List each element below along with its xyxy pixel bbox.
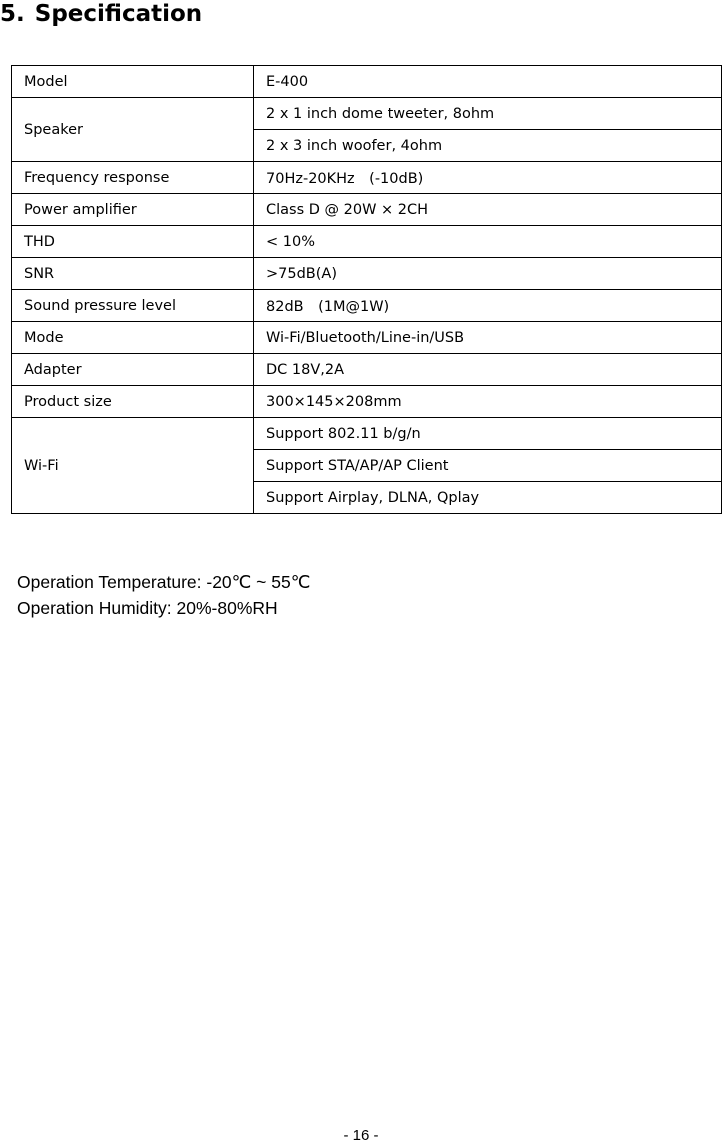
- section-heading: [0, 0, 202, 28]
- spec-label: Product size: [12, 386, 254, 418]
- operation-notes: [17, 569, 310, 621]
- spec-value: Class D @ 20W × 2CH: [254, 194, 722, 226]
- spec-value: 82dB (1M@1W): [254, 290, 722, 322]
- section-title: Specification: [34, 1, 203, 27]
- spec-row-speaker: [12, 98, 722, 130]
- spec-row-spl: [12, 290, 722, 322]
- spec-value: Support Airplay, DLNA, Qplay: [254, 482, 722, 514]
- spec-label: Adapter: [12, 354, 254, 386]
- spec-label: THD: [12, 226, 254, 258]
- spec-row-model: [12, 66, 722, 98]
- spec-row-snr: [12, 258, 722, 290]
- spec-value: >75dB(A): [254, 258, 722, 290]
- spec-row-thd: [12, 226, 722, 258]
- spec-row-wifi: [12, 418, 722, 450]
- spec-row-mode: [12, 322, 722, 354]
- spec-value: DC 18V,2A: [254, 354, 722, 386]
- spec-value: 2 x 3 inch woofer, 4ohm: [254, 130, 722, 162]
- spec-value: Support STA/AP/AP Client: [254, 450, 722, 482]
- spec-row-adapter: [12, 354, 722, 386]
- spec-row-frequency: [12, 162, 722, 194]
- spec-value: 70Hz-20KHz (-10dB): [254, 162, 722, 194]
- spec-value: 300×145×208mm: [254, 386, 722, 418]
- spec-label: Mode: [12, 322, 254, 354]
- spec-value: Support 802.11 b/g/n: [254, 418, 722, 450]
- spec-label: Sound pressure level: [12, 290, 254, 322]
- spec-label: Frequency response: [12, 162, 254, 194]
- spec-value: < 10%: [254, 226, 722, 258]
- spec-label: SNR: [12, 258, 254, 290]
- spec-value: 2 x 1 inch dome tweeter, 8ohm: [254, 98, 722, 130]
- operation-temperature: Operation Temperature: -20℃ ~ 55℃: [17, 572, 311, 592]
- operation-humidity: Operation Humidity: 20%-80%RH: [17, 598, 278, 618]
- page-number: - 16 -: [343, 1127, 379, 1144]
- spec-value: Wi-Fi/Bluetooth/Line-in/USB: [254, 322, 722, 354]
- spec-row-amplifier: [12, 194, 722, 226]
- spec-row-size: [12, 386, 722, 418]
- section-number: 5.: [0, 1, 25, 27]
- spec-label: Speaker: [12, 98, 254, 162]
- specification-table: [11, 65, 722, 514]
- spec-value: E-400: [254, 66, 722, 98]
- spec-label: Wi-Fi: [12, 418, 254, 514]
- spec-label: Model: [12, 66, 254, 98]
- spec-label: Power amplifier: [12, 194, 254, 226]
